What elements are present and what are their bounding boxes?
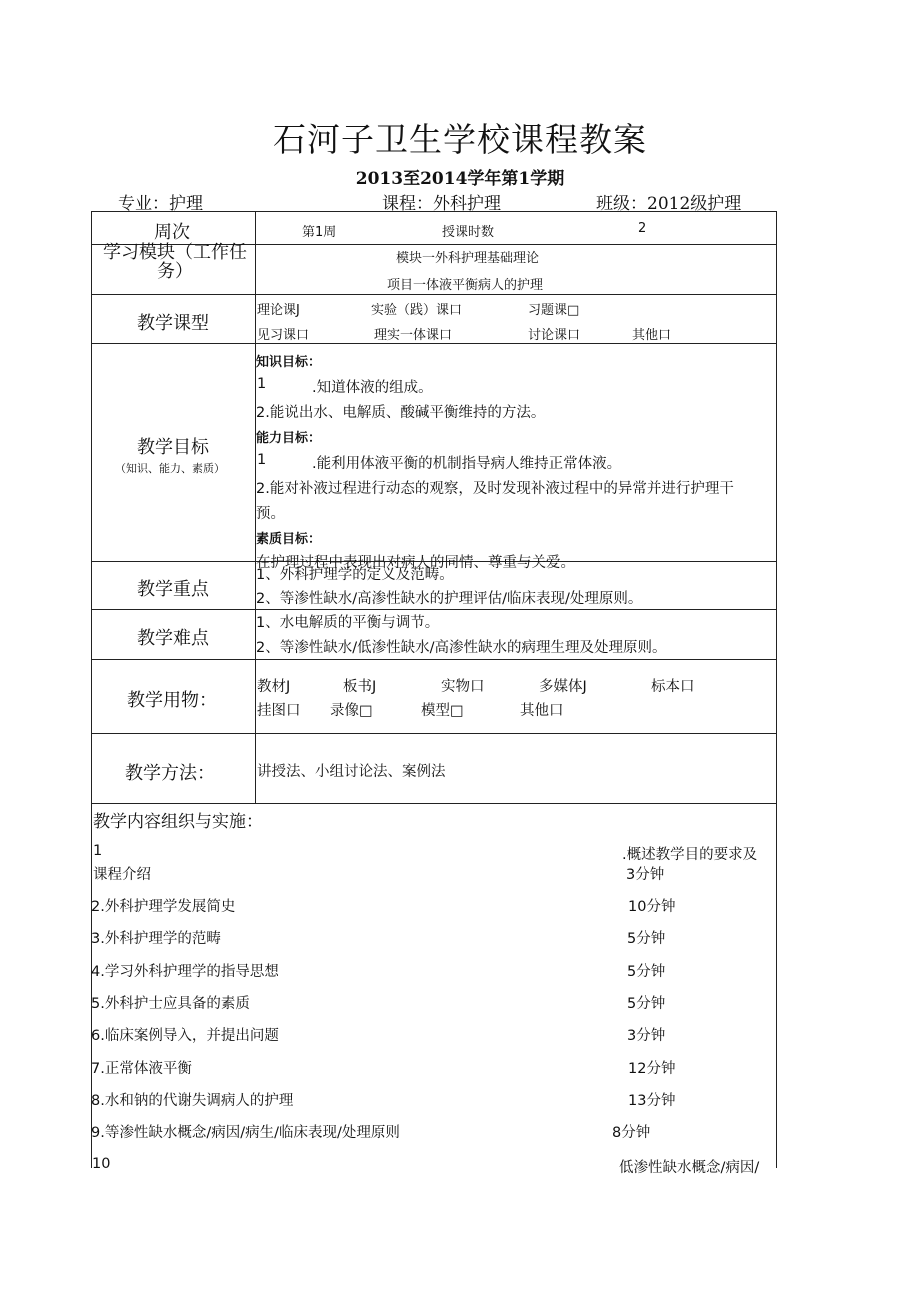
item-10-desc: 低渗性缺水概念/病因/: [619, 1160, 760, 1176]
module-line-2: 项目一体液平衡病人的护理: [387, 278, 544, 293]
lesson-type-practice: 实验（践）课口: [371, 303, 463, 318]
item-3-time: 5分钟: [627, 931, 666, 947]
item-6-text: 6.临床案例导入，并提出问题: [91, 1028, 279, 1044]
knowledge-heading: 知识目标：: [256, 355, 322, 370]
lesson-type-exercise: 习题课□: [528, 303, 580, 318]
key-1: 1、外科护理学的定义及范畴。: [256, 567, 454, 583]
tool-other: 其他口: [520, 703, 564, 719]
class-field: 班级：2012级护理: [596, 194, 742, 214]
item-4-time: 5分钟: [627, 964, 666, 980]
objectives-content: [256, 344, 776, 571]
lesson-type-other: 其他口: [632, 328, 672, 343]
difficulty-label: 教学难点: [137, 628, 209, 649]
tool-object: 实物口: [441, 679, 485, 695]
item-2-time: 10分钟: [628, 899, 676, 915]
tool-video: 录像□: [330, 703, 373, 719]
item-1-time: 3分钟: [626, 867, 665, 883]
major-field: 专业：护理: [118, 194, 203, 214]
ability-1: .能利用体液平衡的机制指导病人维持正常体液。: [312, 456, 622, 472]
content-cutoff-row: [92, 1150, 776, 1176]
item-8-time: 13分钟: [628, 1093, 676, 1109]
tool-wallchart: 挂图口: [257, 703, 301, 719]
tool-textbook: 教材J: [257, 679, 291, 695]
tool-specimen: 标本口: [651, 679, 695, 695]
difficulty-2: 2、等渗性缺水/低渗性缺水/高渗性缺水的病理生理及处理原则。: [256, 640, 667, 656]
hours-value: 2: [638, 221, 647, 236]
quality-1: 在护理过程中表现出对病人的同情、尊重与关爱。: [256, 555, 575, 571]
ability-2: 2.能对补液过程进行动态的观察，及时发现补液过程中的异常并进行护理干: [256, 481, 734, 497]
hours-label: 授课时数: [442, 225, 495, 240]
key-label: 教学重点: [137, 579, 209, 600]
ability-2-cont: 预。: [256, 506, 285, 522]
item-1-desc: .概述教学目的要求及: [622, 847, 758, 863]
item-1-text: 课程介绍: [93, 867, 151, 883]
item-6-time: 3分钟: [627, 1028, 666, 1044]
item-4-text: 4.学习外科护理学的指导思想: [91, 964, 279, 980]
tools-label: 教学用物：: [127, 690, 217, 711]
page-title: 石河子卫生学校课程教案: [273, 120, 647, 159]
item-5-time: 5分钟: [627, 996, 666, 1012]
lesson-type-integrated: 理实一体课口: [374, 328, 453, 343]
tool-blackboard: 板书J: [343, 679, 377, 695]
item-9-time: 8分钟: [612, 1125, 651, 1141]
lesson-type-label: 教学课型: [137, 313, 209, 334]
item-1-num: 1: [93, 843, 103, 859]
knowledge-1-num: 1: [257, 376, 267, 392]
ability-heading: 能力目标：: [256, 431, 322, 446]
item-9-text: 9.等渗性缺水概念/病因/病生/临床表现/处理原则: [91, 1125, 400, 1141]
item-7-text: 7.正常体液平衡: [91, 1061, 192, 1077]
difficulty-1: 1、水电解质的平衡与调节。: [256, 615, 440, 631]
lesson-type-discussion: 讨论课口: [528, 328, 581, 343]
item-7-time: 12分钟: [628, 1061, 676, 1077]
tool-multimedia: 多媒体J: [539, 679, 587, 695]
key-2: 2、等渗性缺水/高渗性缺水的护理评估/临床表现/处理原则。: [256, 591, 643, 607]
term-line: 2013至2014学年第1学期: [355, 169, 565, 189]
objectives-label: 教学目标: [137, 437, 209, 458]
tool-model: 模型□: [421, 703, 464, 719]
ability-1-num: 1: [257, 452, 267, 468]
knowledge-1: .知道体液的组成。: [312, 380, 433, 396]
course-field: 课程：外科护理: [382, 194, 501, 214]
knowledge-2: 2.能说出水、电解质、酸碱平衡维持的方法。: [256, 405, 546, 421]
quality-heading: 素质目标：: [256, 532, 322, 547]
week-label: 周次: [154, 222, 190, 243]
item-3-text: 3.外科护理学的范畴: [91, 931, 221, 947]
week-value: 第1周: [302, 225, 337, 240]
item-5-text: 5.外科护士应具备的素质: [91, 996, 250, 1012]
method-value: 讲授法、小组讨论法、案例法: [257, 764, 446, 780]
lesson-type-theory: 理论课J: [257, 303, 300, 318]
content-label: 教学内容组织与实施：: [93, 812, 263, 832]
method-label: 教学方法：: [125, 763, 215, 784]
module-line-1: 模块一外科护理基础理论: [396, 251, 540, 266]
item-2-text: 2.外科护理学发展简史: [91, 899, 236, 915]
objectives-sub: （知识、能力、素质）: [115, 462, 225, 475]
item-8-text: 8.水和钠的代谢失调病人的护理: [91, 1093, 294, 1109]
item-10-num: 10: [92, 1156, 111, 1172]
lesson-type-observation: 见习课口: [257, 328, 310, 343]
module-label: 学习模块（工作任务）: [103, 242, 247, 282]
